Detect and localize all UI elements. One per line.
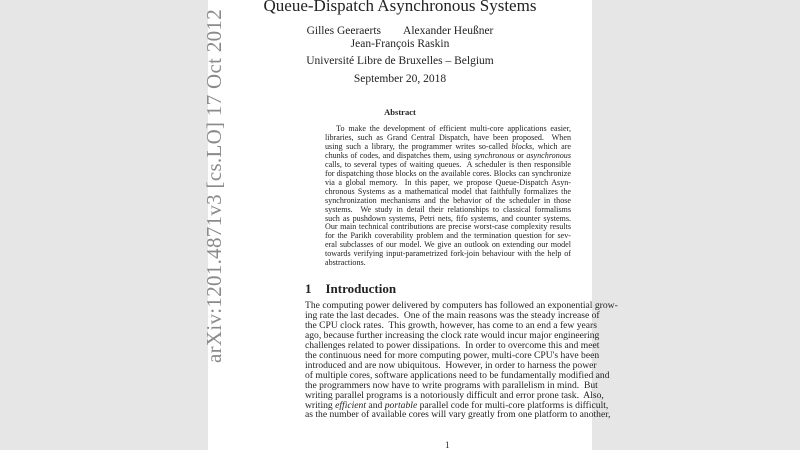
text-segment: The computing power delivered by computers has followed an exponential grow- bbox=[305, 300, 618, 311]
text-segment: writing parallel programs is a notoriously difficult and error prone task. Also, bbox=[305, 389, 604, 401]
text-line bbox=[325, 187, 571, 196]
text-segment: such as pushdown systems, Petri nets, fifo systems, and counter systems. bbox=[325, 213, 571, 223]
text-segment: ing rate the last decades. One of the main reasons was the steady increase of bbox=[305, 309, 600, 321]
text-segment: or bbox=[514, 150, 527, 160]
text-segment: the continuous need for more computing power, multi-core CPU's have been bbox=[305, 349, 600, 361]
text-segment: , which are bbox=[532, 141, 571, 151]
emphasized-text: synchronous bbox=[473, 150, 515, 160]
author: Jean-François Raskin bbox=[350, 38, 450, 50]
emphasized-text: blocks bbox=[511, 141, 533, 151]
text-segment: calls, to several types of waiting queues. A scheduler is then responsible bbox=[325, 159, 571, 169]
date: September 20, 2018 bbox=[353, 73, 447, 85]
section-title: Introduction bbox=[325, 281, 397, 296]
authors-row bbox=[208, 25, 592, 37]
text-line bbox=[325, 124, 571, 133]
text-segment: Our main technical contributions are precise worst-case complexity results bbox=[325, 222, 571, 232]
text-segment: for dispatching those blocks on the available cores. Blocks can synchronize bbox=[325, 168, 571, 178]
text-line bbox=[325, 258, 571, 267]
emphasized-text: asynchronous bbox=[526, 150, 572, 160]
text-segment: abstractions. bbox=[325, 258, 366, 268]
text-line bbox=[325, 231, 571, 240]
author: Alexander Heußner bbox=[403, 25, 494, 37]
text-line bbox=[325, 178, 571, 187]
text-segment: via a global memory. In this paper, we propose Queue-Dispatch Asyn- bbox=[325, 177, 571, 187]
paper-title: Queue-Dispatch Asynchronous Systems bbox=[263, 0, 537, 15]
text-segment: the programmers now have to write programs with parallelism in mind. But bbox=[305, 379, 598, 391]
text-segment: systems. We study in detail their relationships to classical formalisms bbox=[325, 204, 571, 214]
text-segment: writing bbox=[305, 399, 336, 411]
text-segment: chronous Systems as a mathematical model that faithfully formalizes the bbox=[325, 186, 571, 196]
text-segment: To make the development of efficient multi-core applications easier, bbox=[325, 124, 571, 133]
text-segment: for the Parikh coverability problem and the termination question for sev- bbox=[325, 231, 571, 241]
abstract-heading: Abstract bbox=[384, 107, 416, 117]
affiliation: Université Libre de Bruxelles – Belgium bbox=[306, 55, 494, 67]
author: Gilles Geeraerts bbox=[306, 25, 382, 37]
text-segment: eral subclasses of our model. We give an outlook on extending our model bbox=[325, 240, 571, 250]
text-line bbox=[325, 205, 571, 214]
text-line bbox=[325, 214, 571, 223]
text-segment: libraries, such as Grand Central Dispatch, have been proposed. When bbox=[325, 132, 571, 142]
text-line bbox=[325, 249, 571, 258]
text-segment: the CPU clock rates. This growth, however, has come to an end a few years bbox=[305, 319, 597, 331]
text-segment: of multiple cores, software applications need to be fundamentally modified and bbox=[305, 369, 610, 381]
emphasized-text: portable bbox=[384, 399, 418, 411]
text-line bbox=[325, 142, 571, 151]
text-segment: ago, because further increasing the clock rate would incur major engineering bbox=[305, 329, 600, 341]
section-heading bbox=[305, 281, 396, 296]
page-number: 1 bbox=[445, 440, 450, 450]
emphasized-text: efficient bbox=[335, 399, 367, 411]
text-line bbox=[305, 409, 611, 421]
text-line bbox=[325, 160, 571, 169]
text-line bbox=[325, 133, 571, 142]
text-segment: chunks of codes, and dispatches them, using bbox=[325, 150, 474, 160]
text-line bbox=[325, 169, 571, 178]
text-segment: synchronization mechanisms and the behavior of the scheduler in those bbox=[325, 195, 571, 205]
arxiv-stamp: arXiv:1201.4871v3 [cs.LO] 17 Oct 2012 bbox=[202, 8, 226, 364]
text-segment: parallel code for multi-core platforms is difficult, bbox=[417, 399, 609, 411]
text-segment: using such a library, the programmer writes so-called bbox=[325, 141, 512, 151]
text-segment: and bbox=[366, 399, 385, 411]
text-line bbox=[325, 222, 571, 231]
section-number: 1 bbox=[305, 281, 312, 296]
text-line bbox=[325, 240, 571, 249]
text-segment: challenges related to power dissipations. In order to overcome this and meet bbox=[305, 339, 600, 351]
text-line bbox=[325, 196, 571, 205]
text-line bbox=[325, 151, 571, 160]
text-segment: introduced and are now ubiquitous. However, in order to harness the power bbox=[305, 359, 597, 371]
text-segment: as the number of available cores will vary greatly from one platform to another, bbox=[305, 409, 611, 421]
text-segment: towards verifying input-parametrized fork-join behaviour with the help of bbox=[325, 249, 571, 259]
